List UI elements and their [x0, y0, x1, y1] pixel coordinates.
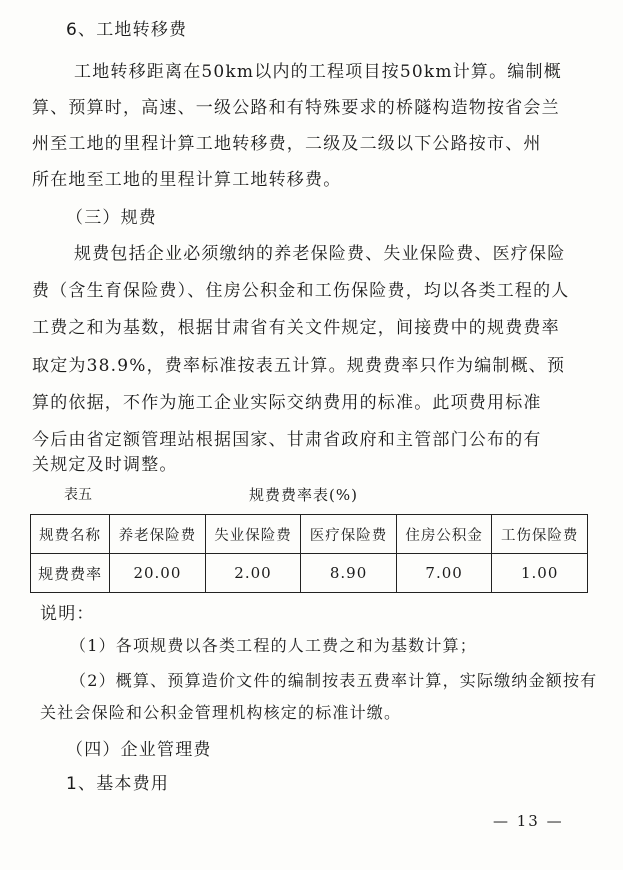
table-header-cell: 住房公积金 [396, 515, 492, 554]
table-header-cell: 工伤保险费 [492, 515, 588, 554]
paragraph-line: 算、预算时，高速、一级公路和有特殊要求的桥隧构造物按省会兰 [32, 98, 560, 118]
table-title: 规费费率表(%) [249, 486, 358, 504]
notes-title: 说明： [40, 604, 95, 624]
section-heading-site-transfer: 6、工地转移费 [66, 20, 188, 40]
paragraph-line: 取定为38.9%，费率标准按表五计算。规费费率只作为编制概、预 [32, 356, 566, 376]
paragraph-line: 所在地至工地的里程计算工地转移费。 [32, 170, 342, 190]
subsection-heading-basic-cost: 1、基本费用 [66, 774, 170, 794]
paragraph-line: 今后由省定额管理站根据国家、甘肃省政府和主管部门公布的有 [32, 430, 542, 450]
paragraph-line: 算的依据，不作为施工企业实际交纳费用的标准。此项费用标准 [32, 393, 542, 413]
table-cell: 8.90 [301, 554, 397, 593]
table-header-cell: 规费名称 [31, 515, 110, 554]
note-item-1: （1）各项规费以各类工程的人工费之和为基数计算； [70, 636, 477, 655]
paragraph-line: 州至工地的里程计算工地转移费，二级及二级以下公路按市、州 [32, 134, 542, 154]
table-cell: 1.00 [492, 554, 588, 593]
table-label: 表五 [64, 487, 92, 503]
table-header-row [31, 515, 588, 554]
paragraph-line: 规费包括企业必须缴纳的养老保险费、失业保险费、医疗保险 [74, 244, 566, 264]
page-number: — 13 — [493, 812, 564, 830]
paragraph-line: 关规定及时调整。 [32, 455, 178, 475]
table-header-cell: 医疗保险费 [301, 515, 397, 554]
note-item-2-cont: 关社会保险和公积金管理机构核定的标准计缴。 [40, 703, 402, 722]
fee-rate-table [30, 514, 588, 593]
table-header-cell: 养老保险费 [110, 515, 206, 554]
note-item-2: （2）概算、预算造价文件的编制按表五费率计算，实际缴纳金额按有 [70, 671, 598, 690]
table-cell: 7.00 [396, 554, 492, 593]
paragraph-line: 工地转移距离在50km以内的工程项目按50km计算。编制概 [74, 62, 562, 82]
section-heading-fees: （三）规费 [66, 208, 157, 228]
table-header-cell: 失业保险费 [205, 515, 301, 554]
paragraph-line: 工费之和为基数，根据甘肃省有关文件规定，间接费中的规费费率 [32, 318, 560, 338]
paragraph-line: 费（含生育保险费）、住房公积金和工伤保险费，均以各类工程的人 [32, 281, 570, 301]
table-cell: 20.00 [110, 554, 206, 593]
section-heading-enterprise-management: （四）企业管理费 [66, 740, 212, 760]
table-cell: 规费费率 [31, 554, 110, 593]
table-row [31, 554, 588, 593]
table-cell: 2.00 [205, 554, 301, 593]
